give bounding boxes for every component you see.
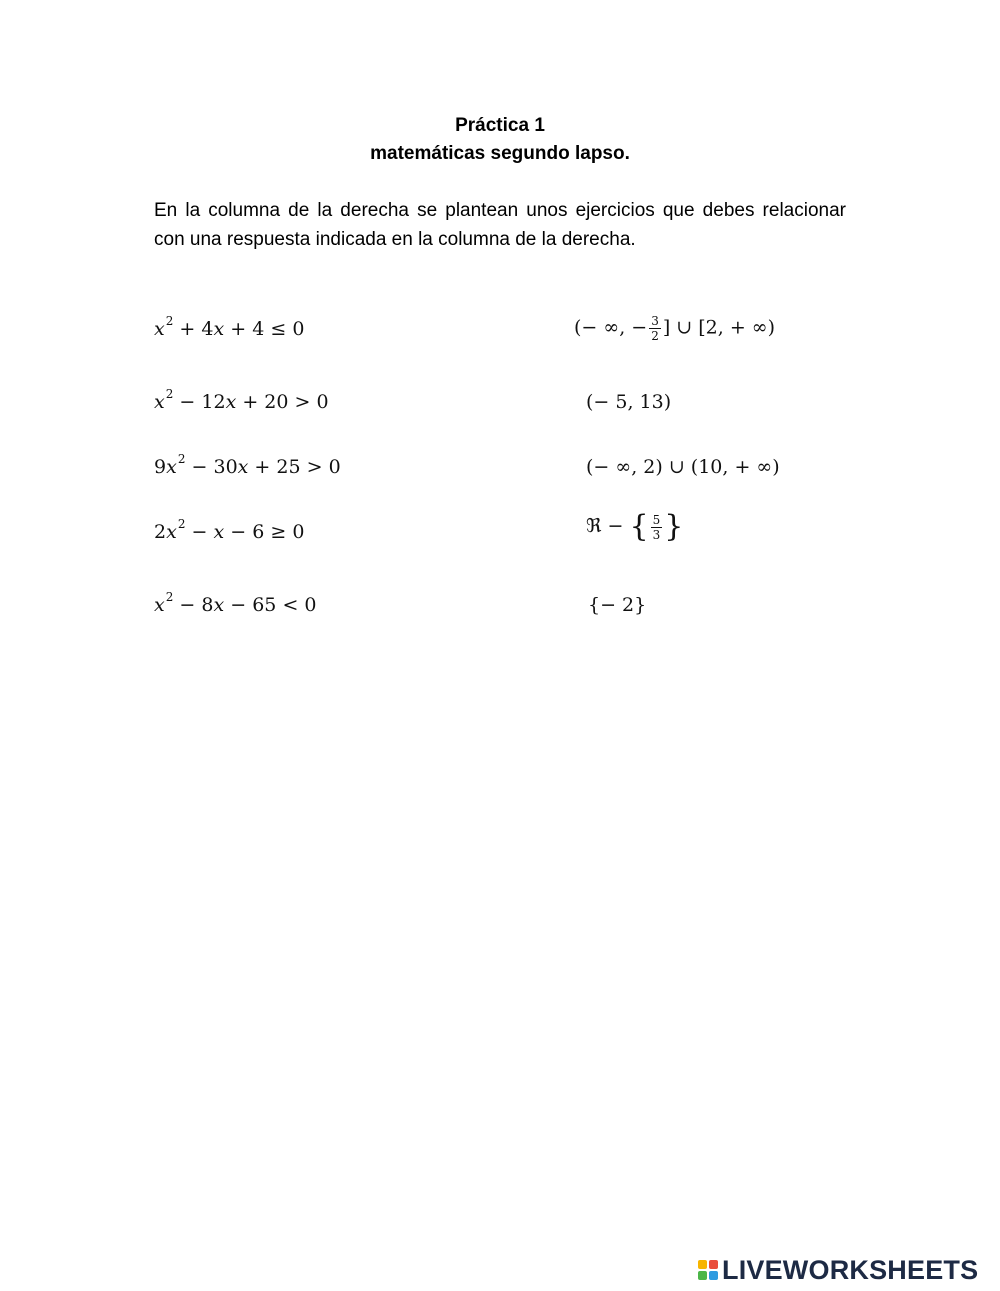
exercise-5: $x^2 - 8x - 65 < 0$: [154, 590, 317, 616]
answer-2: (− 5, 13): [586, 391, 672, 413]
page-header: [0, 112, 1000, 168]
exercise-2: $x^2 - 12x + 20 > 0$: [154, 387, 329, 413]
logo-text: LIVEWORKSHEETS: [722, 1254, 979, 1285]
exercise-3: $9x^2 - 30x + 25 > 0$: [154, 452, 341, 478]
answer-4-fraction: $\frac{5}{3}$: [652, 512, 661, 542]
page-subtitle: matemáticas segundo lapso.: [370, 143, 630, 164]
instructions-paragraph: En la columna de la derecha se plantean unos ejercicios que debes relacionar con una respuesta indicada en la columna de la derecha.: [154, 200, 846, 250]
exercise-4-rest: − x − 6 ≥ 0: [191, 521, 305, 543]
exercise-1-rest: + 4x + 4 ≤ 0: [179, 318, 305, 340]
exercise-3-rest: − 30x + 25 > 0: [191, 456, 341, 478]
liveworksheets-logo: [698, 1254, 978, 1286]
exercise-5-rest: − 8x − 65 < 0: [179, 594, 317, 616]
answer-1-fraction: $\frac{3}{2}$: [651, 314, 659, 343]
answer-4: ℜ − { $\frac{5}{3}$ }: [586, 509, 684, 544]
answer-3: (− ∞, 2) ∪ (10, + ∞): [586, 456, 780, 478]
exercise-4: $2x^2 - x - 6 \ge 0$: [154, 517, 305, 543]
answer-5: {− 2}: [588, 594, 647, 616]
logo-mark-icon: [698, 1260, 718, 1280]
answer-1: (− ∞, − $\frac{3}{2}$ ] ∪ [2, + ∞): [574, 314, 776, 343]
exercise-1: $x^2 + 4x + 4 \le 0$: [154, 314, 305, 340]
page-title: Práctica 1: [455, 115, 545, 136]
exercise-2-rest: − 12x + 20 > 0: [179, 391, 329, 413]
